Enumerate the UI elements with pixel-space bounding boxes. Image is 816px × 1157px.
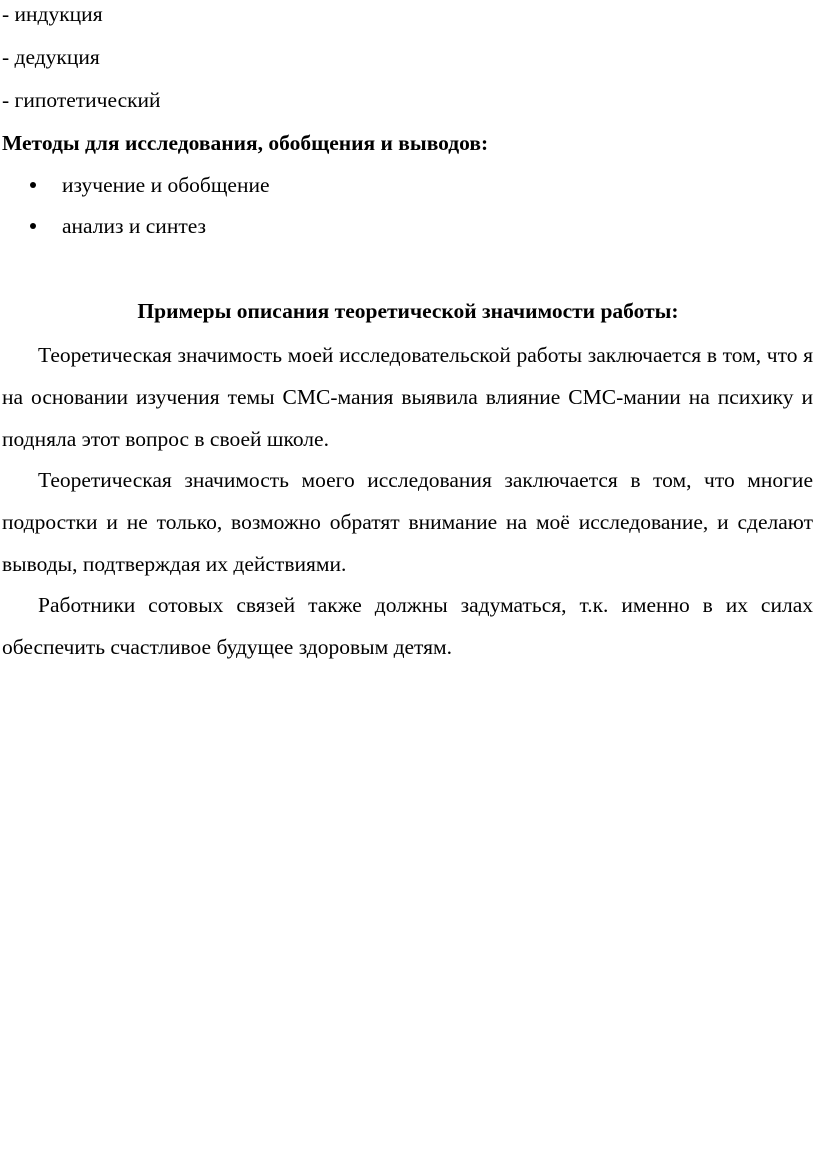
methods-heading: Методы для исследования, обобщения и выводов: (2, 131, 489, 155)
examples-paragraph: Теоретическая значимость моей исследовательской работы заключается в том, что я на основании изучения темы СМС-мания выявила влияние СМС-мании на психику и подняла этот вопрос в своей школе. (2, 343, 813, 451)
method-type-induction: - индукция (2, 2, 103, 26)
methods-list-item-text: изучение и обобщение (62, 173, 270, 197)
method-type-deduction: - дедукция (2, 45, 100, 69)
bullet-icon (30, 182, 36, 188)
examples-paragraph: Работники сотовых связей также должны задуматься, т.к. именно в их силах обеспечить счастливое будущее здоровым детям. (2, 593, 813, 659)
examples-heading: Примеры описания теоретической значимости работы: (137, 299, 679, 323)
examples-paragraph: Теоретическая значимость моего исследования заключается в том, что многие подростки и не только, возможно обратят внимание на моё исследование, и сделают выводы, подтверждая их действиями. (2, 468, 813, 576)
bullet-icon (30, 223, 36, 229)
methods-list-item-text: анализ и синтез (62, 214, 207, 238)
method-type-hypothetical: - гипотетический (2, 88, 161, 112)
